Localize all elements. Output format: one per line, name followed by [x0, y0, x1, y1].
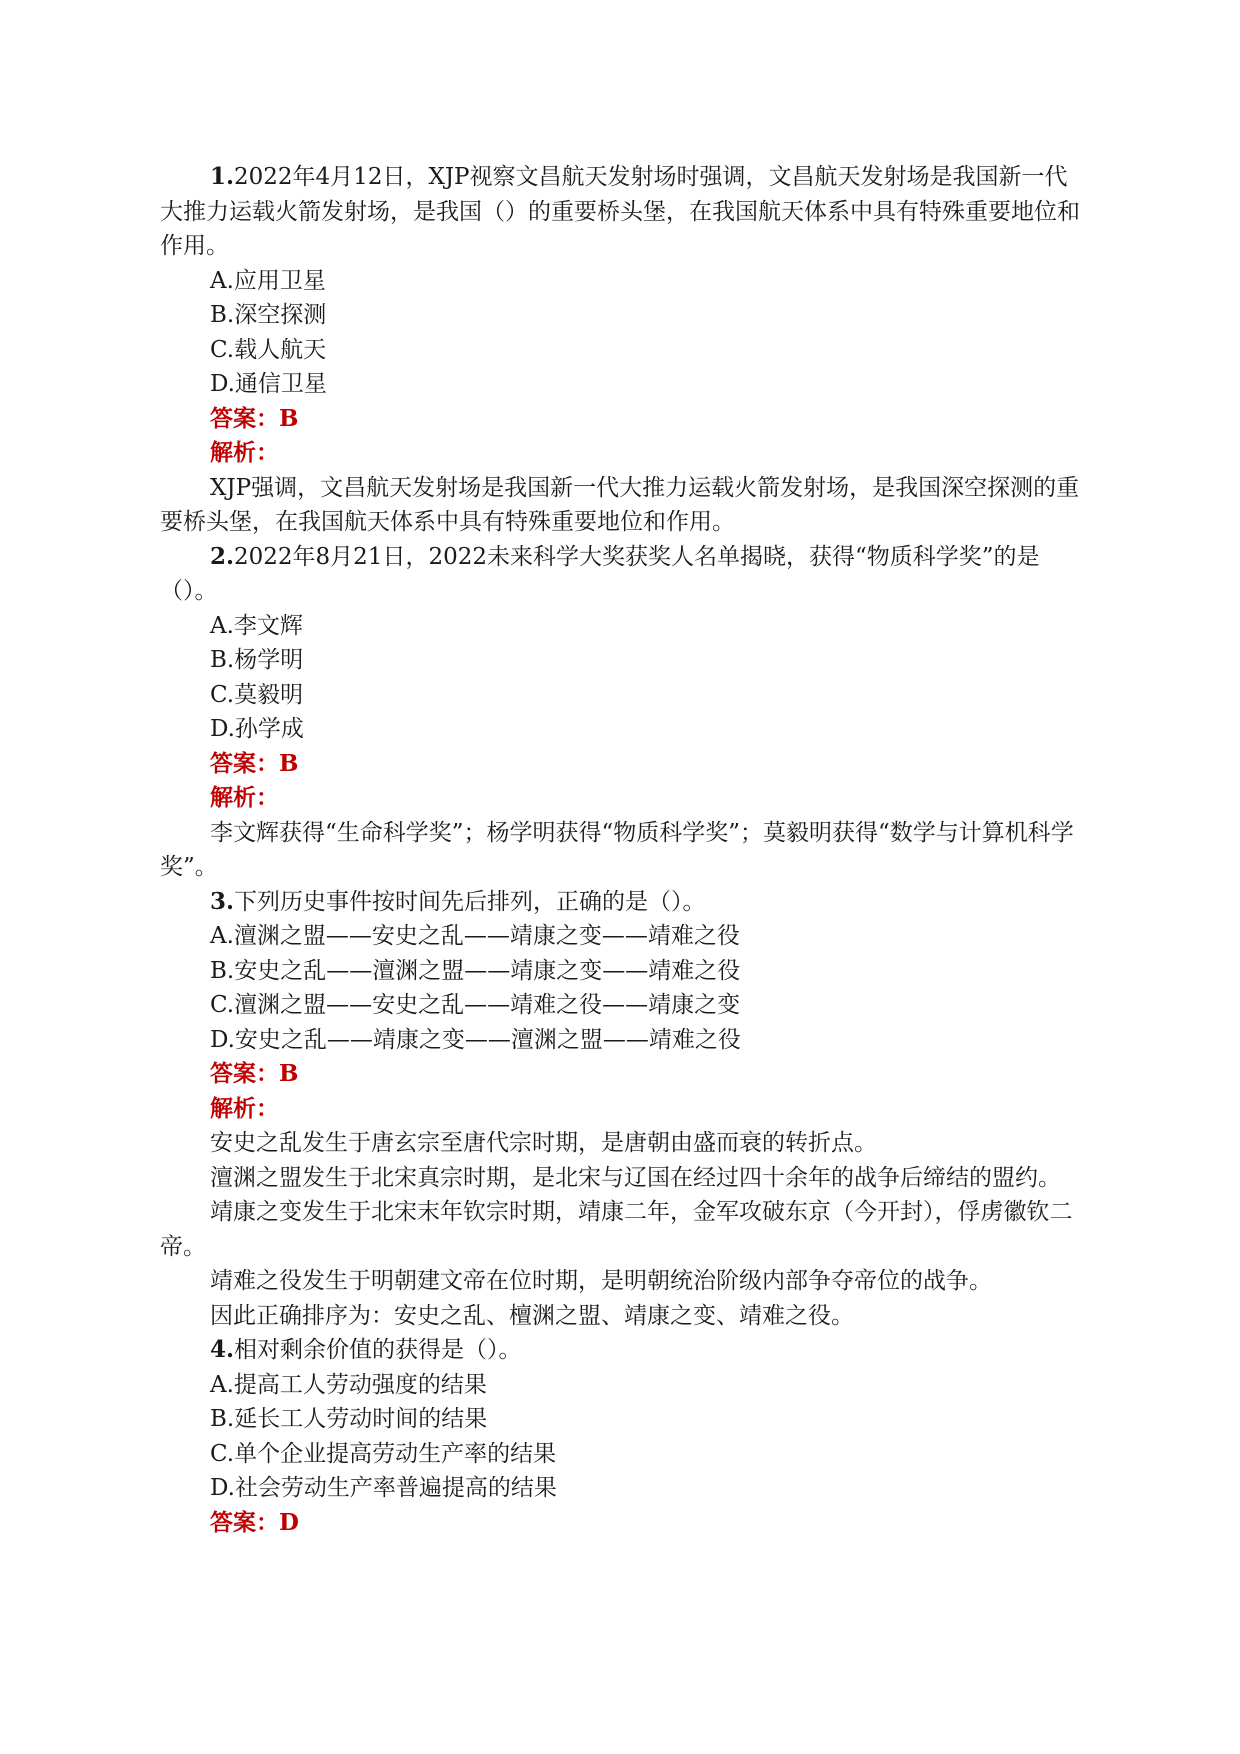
question-1-stem [160, 160, 1090, 264]
question-text: 2022年8月21日，2022未来科学大奖获奖人名单揭晓，获得“物质科学奖”的是（）。 [160, 543, 1040, 604]
question-3-answer: 答案：B [210, 1060, 299, 1087]
question-2-option-d: D.孙学成 [210, 716, 304, 742]
question-1-answer: 答案：B [210, 404, 299, 432]
question-2-answer: 答案：B [210, 749, 299, 777]
question-text: 2022年4月12日，XJP视察文昌航天发射场时强调，文昌航天发射场是我国新一代大推力运载火箭发射场，是我国（）的重要桥头堡，在我国航天体系中具有特殊重要地位和作用。 [160, 164, 1080, 259]
question-number: 1. [210, 163, 235, 190]
question-3-option-d: D.安史之乱——靖康之变——澶渊之盟——靖难之役 [210, 1026, 741, 1053]
question-1-option-c: C.载人航天 [210, 336, 327, 363]
question-4-option-d: D.社会劳动生产率普遍提高的结果 [210, 1475, 557, 1501]
question-number: 4. [210, 1336, 235, 1363]
question-3-option-a: A.澶渊之盟——安史之乱——靖康之变——靖难之役 [210, 923, 740, 949]
question-2-stem [160, 540, 1090, 609]
question-2-option-a: A.李文辉 [210, 612, 303, 639]
question-1-option-b: B.深空探测 [210, 302, 327, 328]
question-3-option-b: B.安史之乱——澶渊之盟——靖康之变——靖难之役 [210, 957, 741, 984]
question-4-answer: 答案：D [210, 1508, 299, 1536]
question-3-analysis-paragraph: 澶渊之盟发生于北宋真宗时期，是北宋与辽国在经过四十余年的战争后缔结的盟约。 [210, 1164, 1061, 1191]
question-text: 下列历史事件按时间先后排列，正确的是（）。 [234, 888, 706, 915]
question-2-option-b: B.杨学明 [210, 647, 304, 673]
question-number: 3. [210, 887, 235, 915]
question-text: 相对剩余价值的获得是（）。 [234, 1337, 522, 1363]
question-1-analysis-paragraph: XJP强调，文昌航天发射场是我国新一代大推力运载火箭发射场，是我国深空探测的重要桥头堡，在我国航天体系中具有特殊重要地位和作用。 [160, 474, 1080, 535]
question-3-analysis-paragraph: 靖难之役发生于明朝建文帝在位时期，是明朝统治阶级内部争夺帝位的战争。 [210, 1268, 992, 1294]
document-page [160, 160, 1090, 1540]
question-1-analysis-label: 解析： [210, 439, 279, 466]
question-4-stem [160, 1333, 1090, 1368]
question-3-stem [160, 885, 1090, 920]
question-4-option-a: A.提高工人劳动强度的结果 [210, 1371, 487, 1398]
question-3-analysis-label: 解析： [210, 1094, 279, 1122]
question-1-option-d: D.通信卫星 [210, 371, 327, 397]
question-3-analysis-paragraph: 因此正确排序为：安史之乱、檀渊之盟、靖康之变、靖难之役。 [210, 1302, 854, 1329]
question-2-analysis-label: 解析： [210, 784, 279, 811]
question-3-analysis-paragraph: 安史之乱发生于唐玄宗至唐代宗时期，是唐朝由盛而衰的转折点。 [210, 1130, 877, 1156]
question-3-analysis-paragraph: 靖康之变发生于北宋末年钦宗时期，靖康二年，金军攻破东京（今开封），俘虏徽钦二帝。 [160, 1199, 1073, 1260]
question-4-option-b: B.延长工人劳动时间的结果 [210, 1406, 488, 1432]
question-2-option-c: C.莫毅明 [210, 681, 304, 708]
question-3-option-c: C.澶渊之盟——安史之乱——靖难之役——靖康之变 [210, 992, 741, 1018]
question-number: 2. [210, 542, 235, 570]
question-4-option-c: C.单个企业提高劳动生产率的结果 [210, 1440, 557, 1467]
question-1-option-a: A.应用卫星 [210, 267, 326, 294]
question-2-analysis-paragraph: 李文辉获得“生命科学奖”；杨学明获得“物质科学奖”；莫毅明获得“数学与计算机科学奖”。 [160, 819, 1074, 880]
